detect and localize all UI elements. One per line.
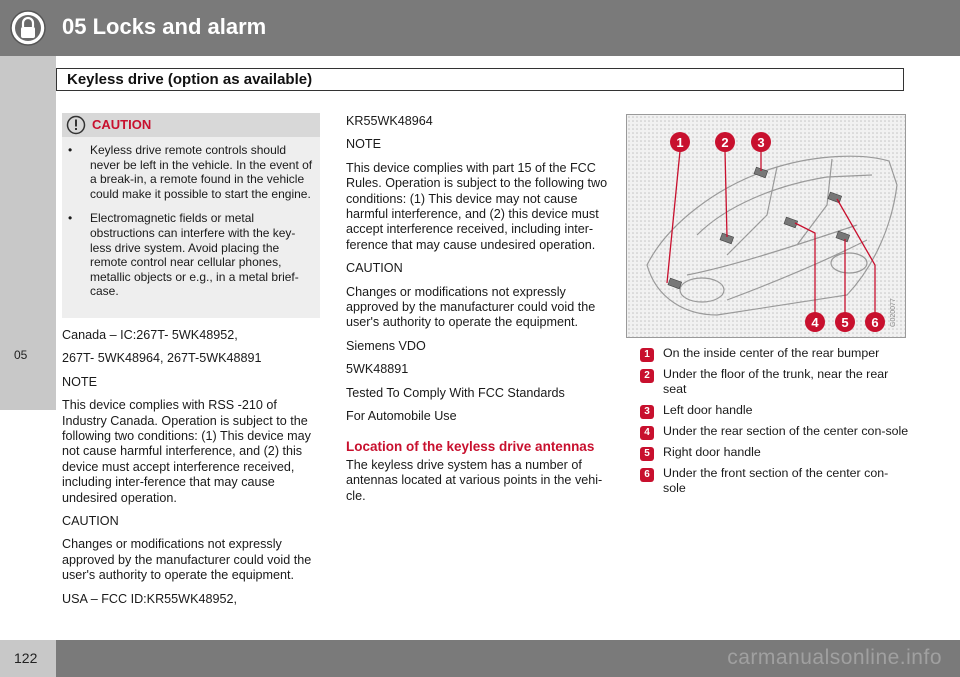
legend-badge: 6: [640, 468, 654, 482]
paragraph: CAUTION: [62, 514, 119, 529]
antenna-legend: [640, 346, 910, 502]
marker-3: [751, 132, 771, 152]
paragraph: This device complies with RSS -210 of Industry Canada. Operation is subject to the following two conditions: (1) This device may not cause harmful interference, and (2) this device must accept interference received, including inter-ference that may cause undesired operation.: [62, 398, 311, 505]
middle-column: [346, 114, 616, 512]
legend-item: [640, 466, 910, 496]
svg-text:2: 2: [721, 135, 729, 150]
legend-item: [640, 403, 910, 418]
paragraph: Tested To Comply With FCC Standards: [346, 385, 565, 400]
caution-header: [62, 113, 320, 137]
legend-badge: 5: [640, 447, 654, 461]
paragraph: This device complies with part 15 of the FCC Rules. Operation is subject to the following two conditions: (1) This device may not cause harmful interference, and (2) this device must accept interference received, including inter-ference that may cause undesired operation.: [346, 160, 608, 252]
exclamation-icon: [66, 115, 86, 140]
legend-item: [640, 445, 910, 460]
svg-text:1: 1: [676, 135, 684, 150]
marker-6: [865, 312, 885, 332]
paragraph: Changes or modifications not expressly approved by the manufacturer could void the user's authority to operate the equipment.: [346, 284, 596, 330]
paragraph: 267T- 5WK48964, 267T-5WK48891: [62, 351, 262, 366]
legend-text: Under the rear section of the center con-sole: [663, 424, 909, 438]
subheading: Location of the keyless drive antennas: [346, 438, 595, 454]
page-number: 122: [14, 650, 38, 666]
legend-text: Right door handle: [663, 445, 761, 459]
legend-text: Under the front section of the center con-sole: [663, 466, 889, 495]
paragraph: Siemens VDO: [346, 338, 426, 353]
paragraph: The keyless drive system has a number of antennas located at various points in the vehi-cle.: [346, 457, 603, 503]
marker-2: [715, 132, 735, 152]
watermark: carmanualsonline.info: [727, 646, 942, 669]
legend-item: [640, 367, 910, 397]
left-column: [62, 328, 324, 615]
paragraph: NOTE: [62, 374, 97, 389]
legend-badge: 3: [640, 405, 654, 419]
caution-title: CAUTION: [92, 117, 152, 132]
legend-badge: 1: [640, 348, 654, 362]
legend-text: On the inside center of the rear bumper: [663, 346, 880, 360]
caution-box: [62, 113, 320, 318]
caution-item: • Keyless drive remote controls should never be left in the vehicle. In the event of a break-in, a remote found in the vehicle could make it possible to start the engine.: [68, 143, 316, 201]
paragraph: Changes or modifications not expressly approved by the manufacturer could void the user's authority to operate the equipment.: [62, 537, 312, 583]
caution-item: • Electromagnetic fields or metal obstructions can interfere with the key-less drive system. Avoid placing the remote control near cellular phones, metallic objects or e.g., in a metal brief-case.: [68, 211, 316, 299]
marker-4: [805, 312, 825, 332]
legend-badge: 4: [640, 426, 654, 440]
paragraph: For Automobile Use: [346, 409, 457, 424]
legend-text: Under the floor of the trunk, near the rear seat: [663, 367, 889, 396]
legend-badge: 2: [640, 369, 654, 383]
section-title: Keyless drive (option as available): [67, 71, 313, 88]
chapter-tab-label: 05: [14, 348, 28, 362]
paragraph: USA – FCC ID:KR55WK48952,: [62, 591, 237, 606]
caution-list: [68, 143, 316, 309]
section-header: [56, 68, 904, 91]
antenna-location-figure: [626, 114, 906, 338]
paragraph: KR55WK48964: [346, 114, 433, 128]
lock-badge-icon: [0, 0, 56, 56]
chapter-title: 05 Locks and alarm: [62, 14, 267, 39]
legend-item: [640, 424, 910, 439]
figure-code: G020077: [890, 298, 897, 327]
svg-text:6: 6: [871, 315, 879, 330]
paragraph: NOTE: [346, 137, 381, 152]
marker-5: [835, 312, 855, 332]
paragraph: CAUTION: [346, 261, 403, 276]
svg-text:4: 4: [811, 315, 819, 330]
legend-text: Left door handle: [663, 403, 753, 417]
svg-text:5: 5: [841, 315, 849, 330]
legend-item: [640, 346, 910, 361]
paragraph: 5WK48891: [346, 362, 409, 377]
marker-1: [670, 132, 690, 152]
svg-text:3: 3: [757, 135, 765, 150]
paragraph: Canada – IC:267T- 5WK48952,: [62, 328, 238, 342]
chapter-sidebar: [0, 56, 56, 410]
